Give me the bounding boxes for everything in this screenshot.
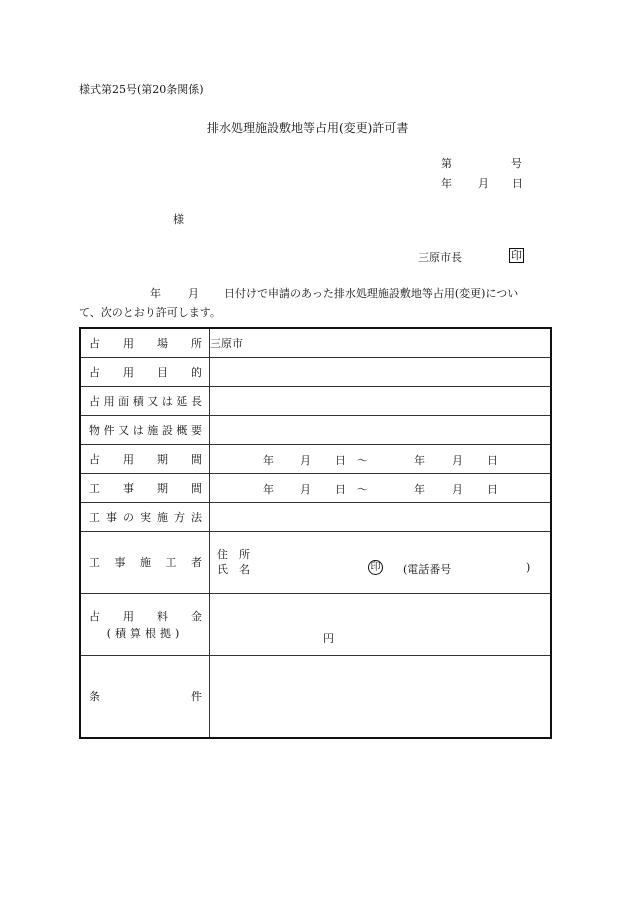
issuer-title: 三原市長 (418, 251, 462, 264)
intro-month: 月 (188, 287, 199, 300)
intro-text-line2: て、次のとおり許可します。 (79, 306, 221, 319)
occupancy-area-value (210, 386, 552, 415)
date-day: 日 (512, 177, 523, 190)
row-label: 占 用 期 間 (80, 444, 210, 473)
table-row (80, 473, 551, 502)
occupancy-period-value: 年 月 日 〜 年 月 日 (210, 444, 552, 473)
construction-method-value (210, 502, 552, 531)
row-label: 占 用 面 積 又 は 延 長 (80, 386, 210, 415)
table-row (80, 328, 551, 357)
occupancy-purpose-value (210, 357, 552, 386)
doc-number-dai: 第 (441, 157, 452, 170)
table-row (80, 415, 551, 444)
table-row (80, 386, 551, 415)
seal-circle-icon: 印 (368, 560, 383, 575)
table-row (80, 655, 551, 738)
contractor-value (210, 531, 552, 593)
document-title: 排水処理施設敷地等占用(変更)許可書 (207, 121, 409, 135)
contractor-phone-close: ) (526, 561, 531, 574)
addressee-suffix: 様 (173, 213, 184, 226)
occupancy-location-value: 三原市 (210, 328, 552, 357)
fee-sublabel: (積算根拠) (106, 626, 184, 640)
seal-square-icon: 印 (511, 249, 522, 262)
permit-table (79, 327, 552, 739)
row-label: 占 用 場 所 (80, 328, 210, 357)
table-row (80, 357, 551, 386)
row-label: 占 用 目 的 (80, 357, 210, 386)
table-row (80, 502, 551, 531)
construction-period-value: 年 月 日 〜 年 月 日 (210, 473, 552, 502)
row-label: 工 事 施 工 者 (80, 531, 210, 593)
fee-value (210, 593, 552, 655)
fee-unit: 円 (323, 632, 334, 645)
contractor-phone-open: (電話番号 (403, 563, 452, 576)
contractor-address-label: 住 所 (217, 548, 250, 561)
table-row (80, 444, 551, 473)
intro-text-line1: 日付けで申請のあった排水処理施設敷地等占用(変更)につい (224, 287, 519, 300)
row-label: 占 用 料 金 (積算根拠) (80, 593, 210, 655)
date-month: 月 (478, 177, 489, 190)
contractor-name-label: 氏 名 (217, 563, 250, 576)
conditions-value (210, 655, 552, 738)
table-row (80, 531, 551, 593)
row-label: 条 件 (80, 655, 210, 738)
row-label: 工 事 期 間 (80, 473, 210, 502)
row-label: 工 事 の 実 施 方 法 (80, 502, 210, 531)
table-row (80, 593, 551, 655)
row-label: 物 件 又 は 施 設 概 要 (80, 415, 210, 444)
intro-year: 年 (150, 287, 161, 300)
date-year: 年 (441, 177, 452, 190)
form-number: 様式第25号(第20条関係) (79, 83, 204, 96)
doc-number-go: 号 (511, 157, 522, 170)
facility-summary-value (210, 415, 552, 444)
